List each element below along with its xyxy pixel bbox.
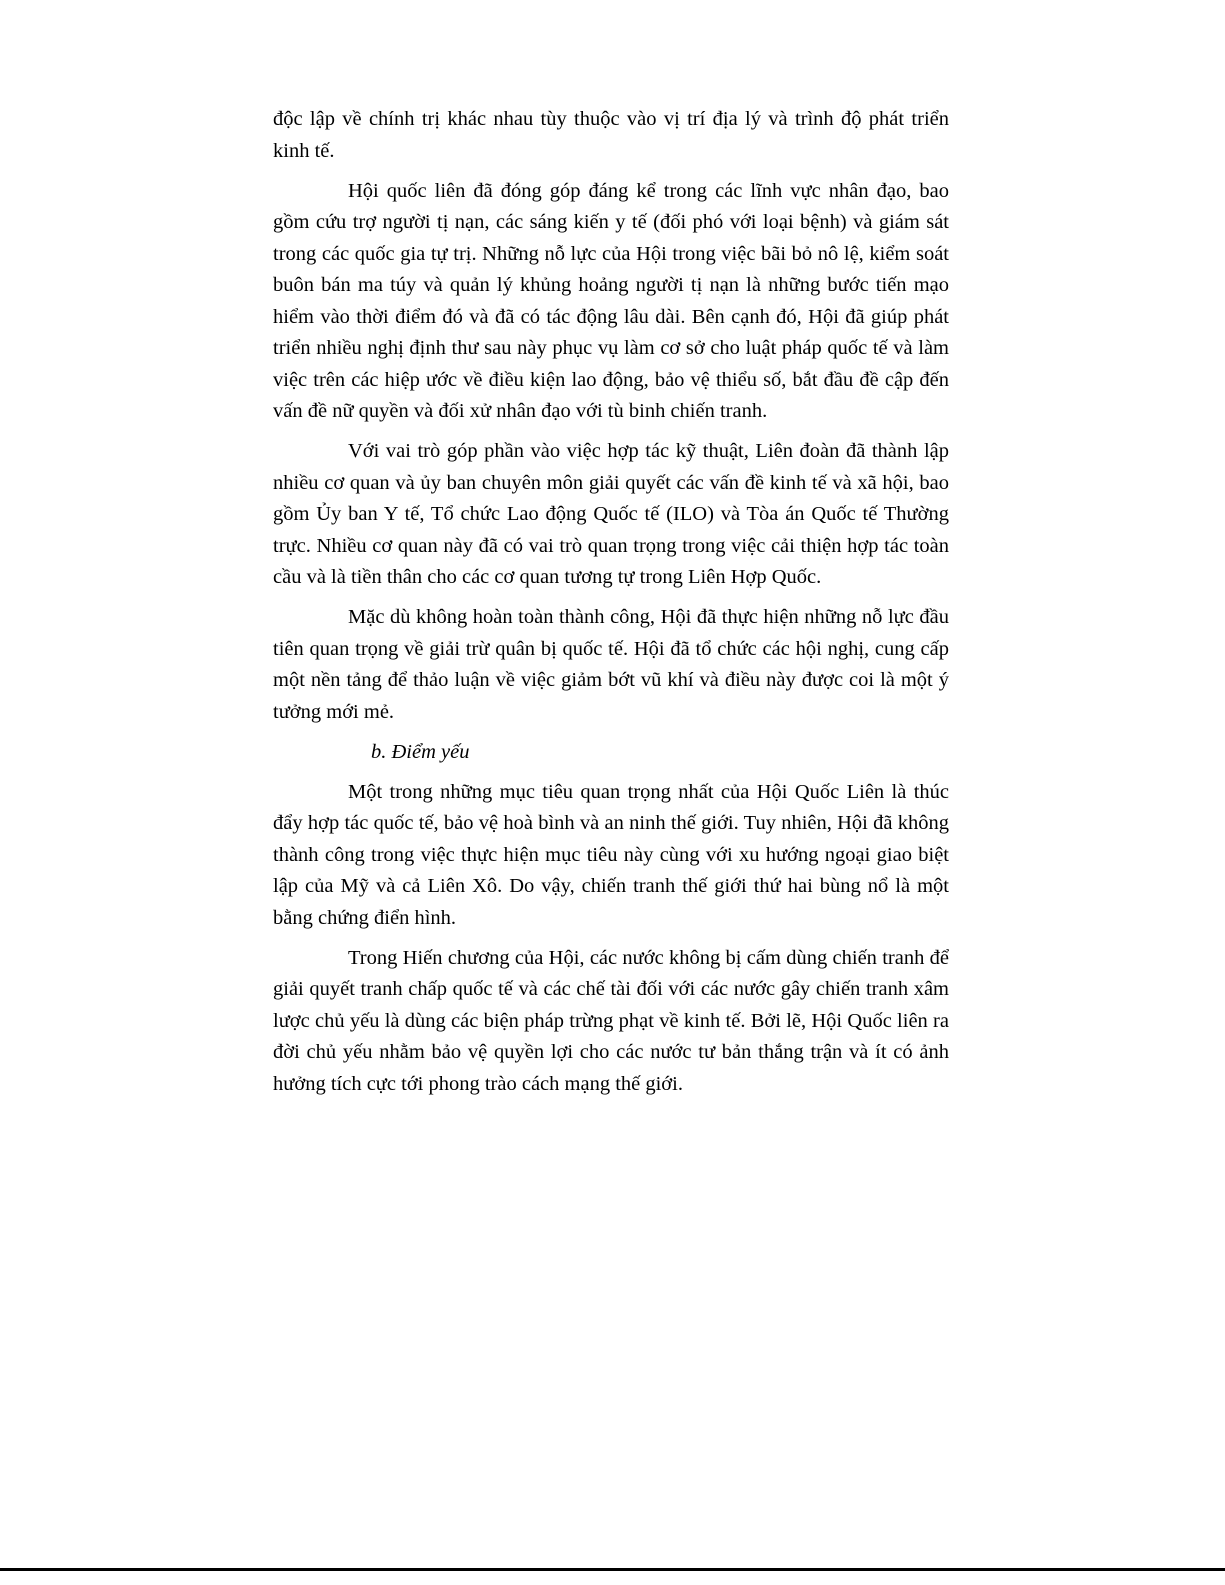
paragraph-weakness-peace: Một trong những mục tiêu quan trọng nhất của Hội Quốc Liên là thúc đẩy hợp tác quốc tế, bảo vệ hoà bình và an ninh thế giới. Tuy nhiên, Hội đã không thành công trong việc thực hiện mục tiêu này cùng với xu hướng ngoại giao biệt lập của Mỹ và cả Liên Xô. Do vậy, chiến tranh thế giới thứ hai bùng nổ là một bằng chứng điển hình. [273, 780, 949, 929]
section-heading-weaknesses: b. Điểm yếu [371, 740, 470, 763]
paragraph-humanitarian-contributions: Hội quốc liên đã đóng góp đáng kể trong các lĩnh vực nhân đạo, bao gồm cứu trợ người tị nạn, các sáng kiến y tế (đối phó với loại bệnh) và giám sát trong các quốc gia tự trị. Những nỗ lực của Hội trong việc bãi bỏ nô lệ, kiểm soát buôn bán ma túy và quản lý khủng hoảng người tị nạn là những bước tiến mạo hiểm vào thời điểm đó và đã có tác động lâu dài. Bên cạnh đó, Hội đã giúp phát triển nhiều nghị định thư sau này phục vụ làm cơ sở cho luật pháp quốc tế và làm việc trên các hiệp ước về điều kiện lao động, bảo vệ thiểu số, bắt đầu đề cập đến vấn đề nữ quyền và đối xử nhân đạo với tù binh chiến tranh. [273, 179, 949, 422]
paragraph-weakness-charter: Trong Hiến chương của Hội, các nước không bị cấm dùng chiến tranh để giải quyết tranh chấp quốc tế và các chế tài đối với các nước gây chiến tranh xâm lược chủ yếu là dùng các biện pháp trừng phạt về kinh tế. Bởi lẽ, Hội Quốc liên ra đời chủ yếu nhằm bảo vệ quyền lợi cho các nước tư bản thắng trận và ít có ảnh hưởng tích cực tới phong trào cách mạng thế giới. [273, 946, 949, 1095]
bottom-border-line [0, 1568, 1225, 1571]
paragraph-continuation: độc lập về chính trị khác nhau tùy thuộc vào vị trí địa lý và trình độ phát triển kinh tế. [273, 108, 949, 162]
paragraph-technical-cooperation: Với vai trò góp phần vào việc hợp tác kỹ thuật, Liên đoàn đã thành lập nhiều cơ quan và ủy ban chuyên môn giải quyết các vấn đề kinh tế và xã hội, bao gồm Ủy ban Y tế, Tổ chức Lao động Quốc tế (ILO) và Tòa án Quốc tế Thường trực. Nhiều cơ quan này đã có vai trò quan trọng trong việc cải thiện hợp tác toàn cầu và là tiền thân cho các cơ quan tương tự trong Liên Hợp Quốc. [273, 440, 949, 588]
paragraph-disarmament: Mặc dù không hoàn toàn thành công, Hội đã thực hiện những nỗ lực đầu tiên quan trọng về giải trừ quân bị quốc tế. Hội đã tổ chức các hội nghị, cung cấp một nền tảng để thảo luận về việc giảm bớt vũ khí và điều này được coi là một ý tưởng mới mẻ. [273, 606, 949, 723]
document-page [273, 104, 949, 1109]
